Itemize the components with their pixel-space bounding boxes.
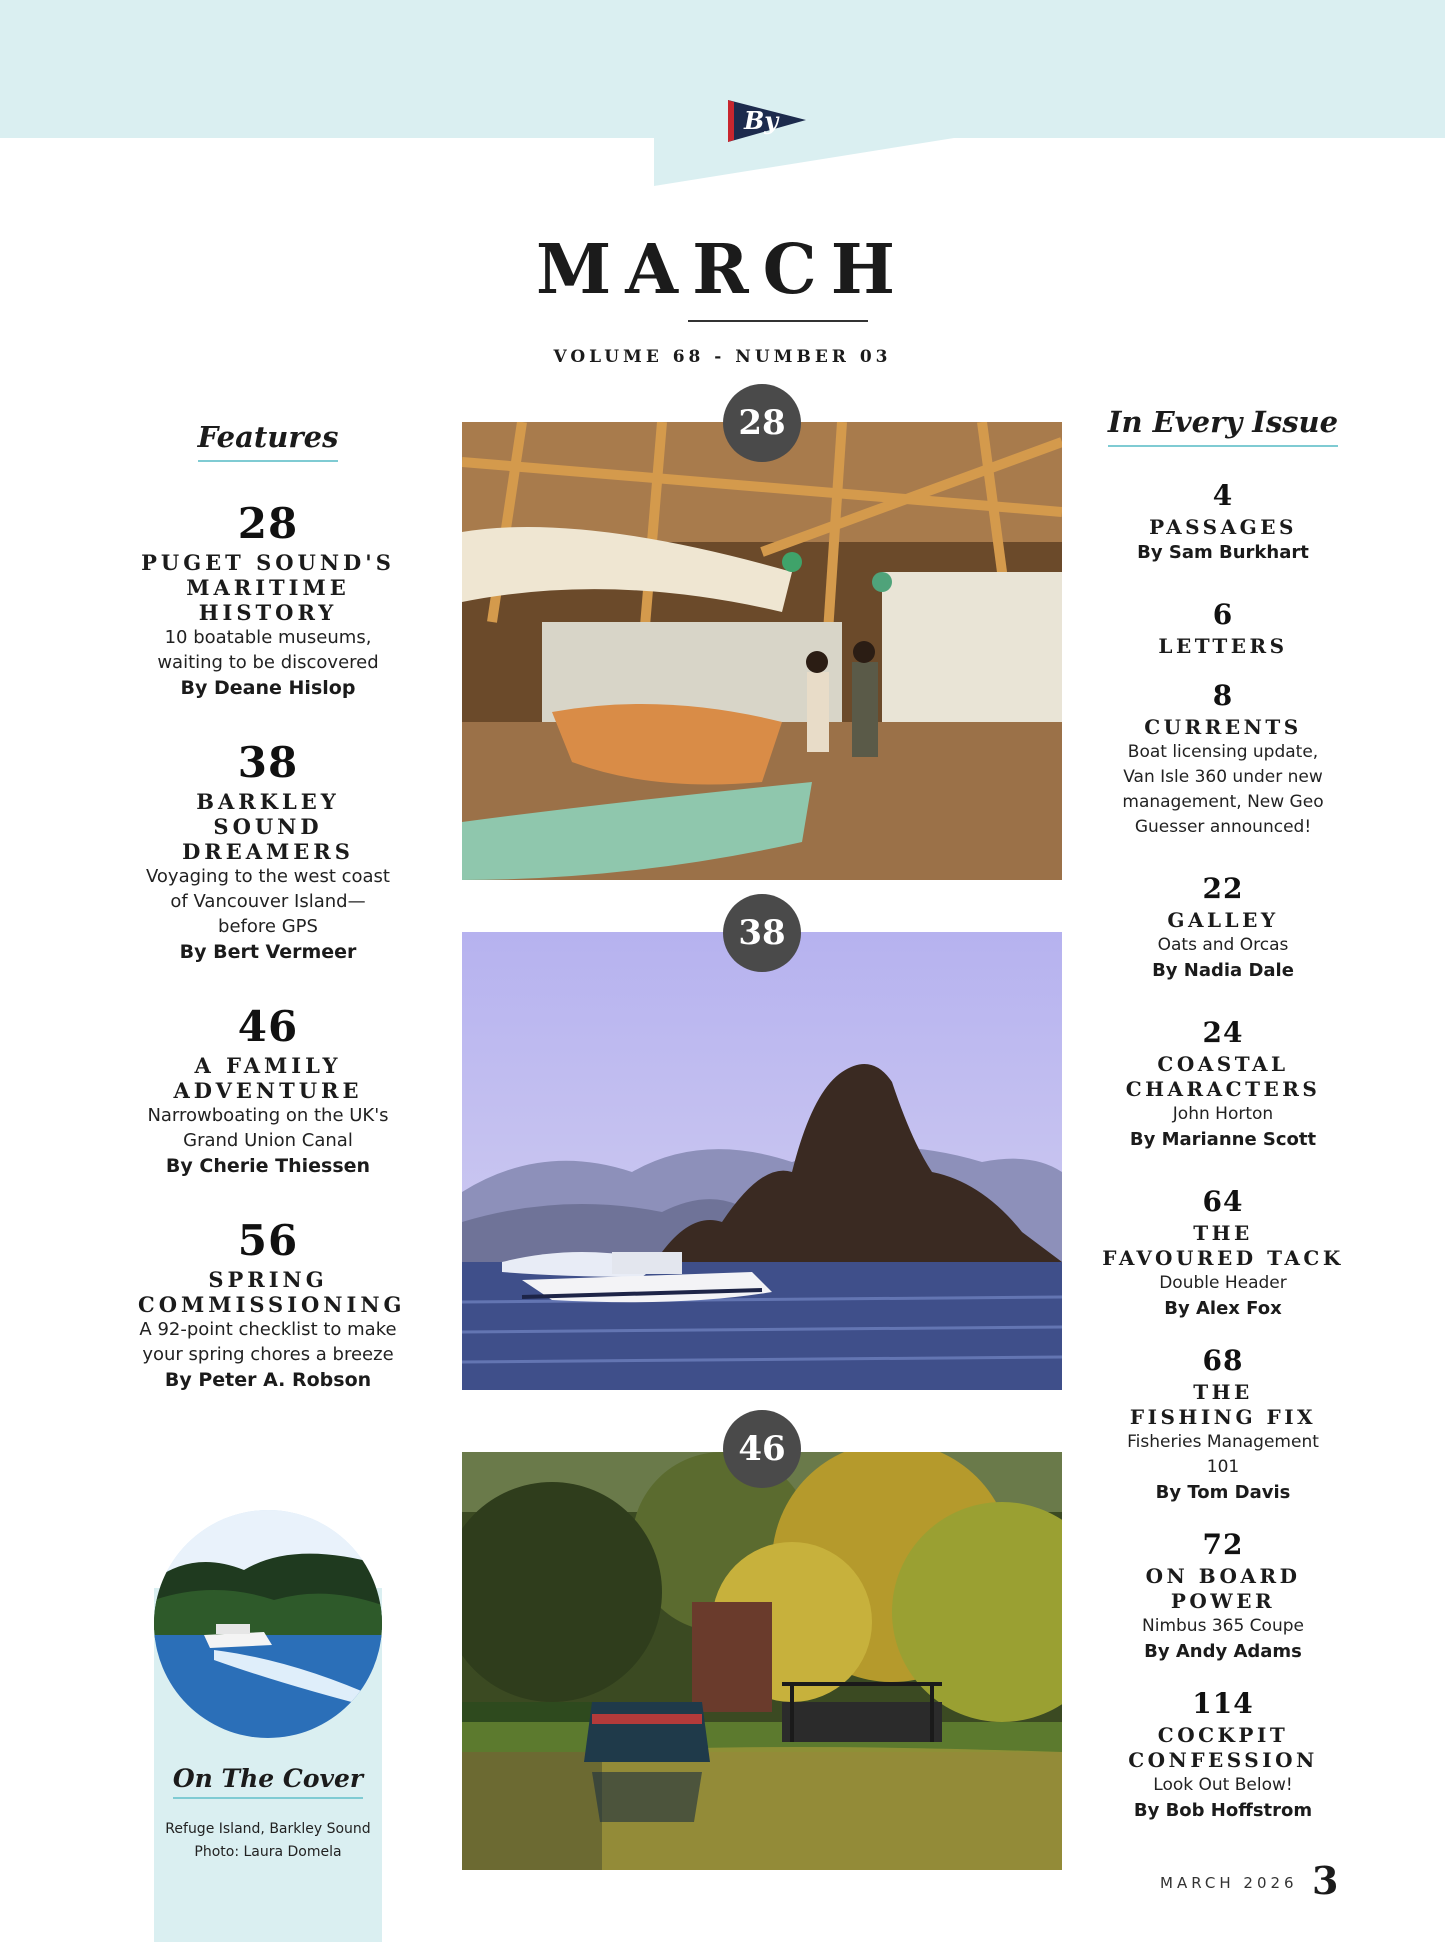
feature-author: By Deane Hislop	[180, 677, 356, 699]
department-title-line: FISHING FIX	[1129, 1405, 1317, 1429]
department-description	[1100, 1430, 1346, 1480]
feature-description-line: before GPS	[218, 916, 318, 937]
issue-date-folio: MARCH 2026	[1160, 1874, 1298, 1892]
cover-heading-wrap	[154, 1764, 382, 1799]
department-description-line: Boat licensing update,	[1127, 742, 1319, 762]
department-page-number: 22	[1202, 872, 1244, 905]
department-description-line: Van Isle 360 under new	[1123, 767, 1323, 787]
cover-caption-line: Refuge Island, Barkley Sound	[165, 1821, 371, 1837]
photo-badge-38: 38	[723, 894, 801, 972]
department-title-line: CONFESSION	[1128, 1748, 1318, 1772]
department-title: GALLEY	[1167, 908, 1279, 932]
maritime-museum-image	[462, 422, 1062, 880]
photo-grand-union-canal[interactable]	[462, 1452, 1062, 1870]
feature-description-line: Grand Union Canal	[183, 1130, 353, 1151]
department-page-number: 24	[1202, 1016, 1244, 1049]
department-page-number: 6	[1212, 598, 1234, 631]
department-title	[1100, 1723, 1346, 1773]
cover-thumbnail[interactable]	[154, 1510, 382, 1738]
feature-title-line: DREAMERS	[182, 839, 354, 864]
department-title-line: THE	[1193, 1380, 1253, 1404]
feature-title-line: ADVENTURE	[173, 1078, 363, 1103]
department-entry[interactable]	[1100, 1346, 1346, 1506]
feature-title	[138, 1053, 398, 1103]
logo-text: By	[744, 106, 779, 135]
photo-badge-28: 28	[723, 384, 801, 462]
feature-title-line: SPRING	[208, 1267, 328, 1292]
feature-author: By Cherie Thiessen	[165, 1155, 371, 1177]
department-page-number: 114	[1192, 1687, 1254, 1720]
department-title-line: ON BOARD	[1145, 1564, 1301, 1588]
cover-image	[154, 1510, 382, 1738]
feature-title	[138, 550, 398, 625]
department-entry[interactable]	[1100, 1530, 1346, 1665]
feature-page-number: 28	[237, 499, 299, 548]
barkley-sound-image	[462, 932, 1062, 1390]
department-title-line: FAVOURED TACK	[1102, 1246, 1344, 1270]
title-divider	[688, 320, 868, 322]
every-issue-heading: In Every Issue	[1108, 405, 1338, 447]
department-page-number: 8	[1212, 679, 1234, 712]
feature-entry[interactable]	[138, 1002, 398, 1179]
feature-author: By Peter A. Robson	[164, 1369, 372, 1391]
department-title-line: POWER	[1170, 1589, 1276, 1613]
feature-entry[interactable]	[138, 1216, 406, 1393]
page-number: 3	[1312, 1858, 1339, 1903]
department-title-line: COCKPIT	[1157, 1723, 1289, 1747]
photo-badge-46: 46	[723, 1410, 801, 1488]
feature-description-line: A 92-point checklist to make	[139, 1319, 397, 1340]
department-page-number: 72	[1202, 1528, 1244, 1561]
department-author: By Marianne Scott	[1129, 1129, 1317, 1150]
feature-description-line: 10 boatable museums,	[164, 627, 372, 648]
department-title-line: COASTAL	[1157, 1052, 1289, 1076]
department-page-number: 68	[1202, 1344, 1244, 1377]
department-author: By Nadia Dale	[1152, 960, 1294, 981]
department-description-line: Guesser announced!	[1134, 817, 1312, 837]
pennant-logo-icon	[722, 96, 810, 146]
feature-description	[138, 625, 398, 675]
feature-title-line: MARITIME	[186, 575, 350, 600]
department-title	[1100, 1052, 1346, 1102]
department-entry[interactable]	[1100, 600, 1346, 659]
feature-title-line: A FAMILY	[194, 1053, 342, 1078]
department-title: CURRENTS	[1144, 715, 1302, 739]
feature-title-line: BARKLEY SOUND	[196, 789, 340, 839]
department-entry[interactable]	[1100, 481, 1346, 566]
department-description: Double Header	[1159, 1273, 1287, 1293]
department-page-number: 64	[1202, 1185, 1244, 1218]
department-entry[interactable]	[1100, 1018, 1346, 1153]
features-heading: Features	[198, 420, 339, 462]
department-description-line: 101	[1206, 1457, 1240, 1477]
features-column	[138, 420, 406, 1393]
feature-title-line: COMMISSIONING	[138, 1292, 406, 1317]
photo-barkley-sound[interactable]	[462, 932, 1062, 1390]
department-description: Oats and Orcas	[1157, 935, 1289, 955]
feature-description-line: of Vancouver Island—	[170, 891, 366, 912]
department-entry[interactable]	[1100, 681, 1346, 840]
department-entry[interactable]	[1100, 874, 1346, 984]
department-title-line: THE	[1193, 1221, 1253, 1245]
department-title	[1100, 1564, 1346, 1614]
feature-page-number: 38	[237, 738, 299, 787]
department-author: By Sam Burkhart	[1137, 542, 1309, 563]
department-title-line: CHARACTERS	[1125, 1077, 1321, 1101]
department-description	[1100, 740, 1346, 840]
feature-description-line: Voyaging to the west coast	[146, 866, 390, 887]
grand-union-canal-image	[462, 1452, 1062, 1870]
department-author: By Alex Fox	[1164, 1298, 1282, 1319]
department-description-line: management, New Geo	[1122, 792, 1324, 812]
feature-page-number: 56	[237, 1216, 299, 1265]
feature-description	[138, 1317, 398, 1367]
feature-description-line: your spring chores a breeze	[142, 1344, 394, 1365]
feature-description	[138, 864, 398, 939]
department-entry[interactable]	[1100, 1187, 1346, 1322]
feature-title-line: HISTORY	[198, 600, 338, 625]
department-description: Look Out Below!	[1153, 1775, 1293, 1795]
department-title: PASSAGES	[1149, 515, 1297, 539]
department-entry[interactable]	[1100, 1689, 1346, 1824]
department-page-number: 4	[1212, 479, 1234, 512]
cover-caption-line: Photo: Laura Domela	[194, 1844, 342, 1860]
feature-description-line: Narrowboating on the UK's	[147, 1105, 389, 1126]
department-author: By Bob Hoffstrom	[1133, 1800, 1313, 1821]
feature-title-line: PUGET SOUND'S	[141, 550, 395, 575]
department-author: By Andy Adams	[1144, 1641, 1302, 1662]
department-description-line: Fisheries Management	[1127, 1432, 1319, 1452]
department-title	[1100, 1380, 1346, 1430]
feature-title	[138, 1267, 406, 1317]
cover-caption	[154, 1818, 382, 1864]
feature-title	[138, 789, 398, 864]
volume-number: VOLUME 68 - NUMBER 03	[553, 347, 892, 367]
department-author: By Tom Davis	[1155, 1482, 1291, 1503]
page-title: MARCH	[536, 230, 909, 310]
department-title: LETTERS	[1158, 634, 1288, 658]
photo-maritime-museum[interactable]	[462, 422, 1062, 880]
department-description: Nimbus 365 Coupe	[1142, 1616, 1304, 1636]
feature-author: By Bert Vermeer	[179, 941, 357, 963]
feature-description	[138, 1103, 398, 1153]
feature-entry[interactable]	[138, 499, 398, 701]
every-issue-column	[1100, 405, 1346, 1824]
feature-entry[interactable]	[138, 738, 398, 965]
cover-heading: On The Cover	[173, 1764, 363, 1799]
department-title	[1100, 1221, 1346, 1271]
department-description: John Horton	[1172, 1104, 1274, 1124]
feature-page-number: 46	[237, 1002, 299, 1051]
feature-description-line: waiting to be discovered	[157, 652, 379, 673]
